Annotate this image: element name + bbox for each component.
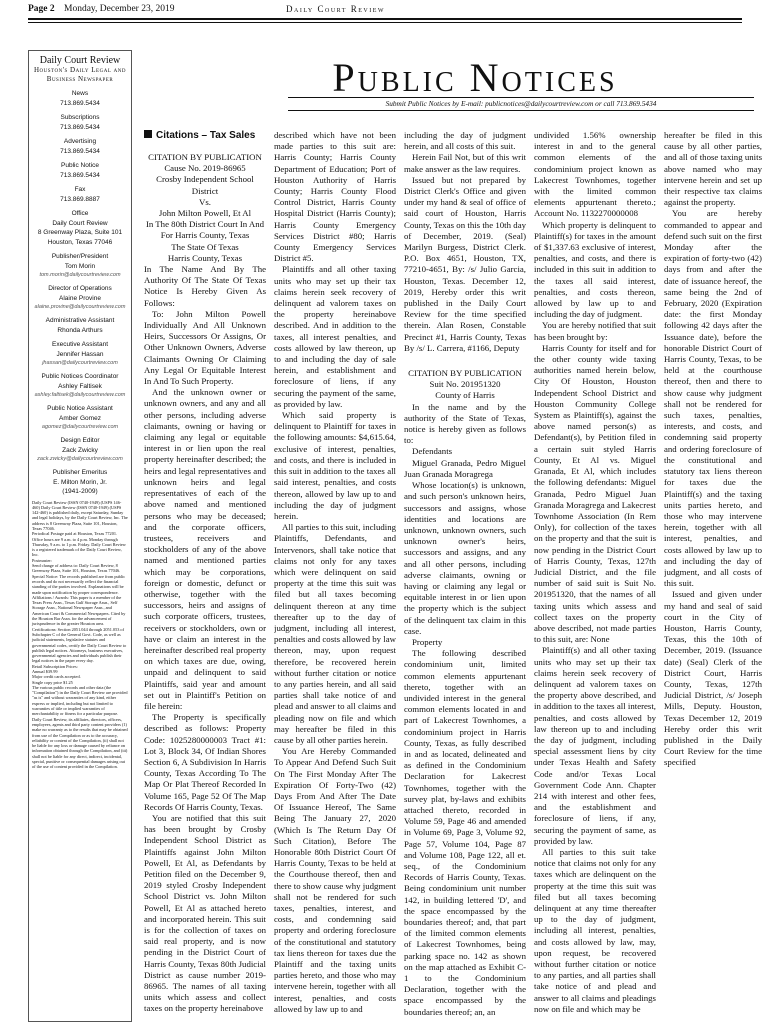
staff-name: E. Milton Morin, Jr. (53, 478, 107, 486)
notice-paragraph: You are hereby notified that suit has been brought by: (534, 320, 656, 342)
contact-block (29, 113, 131, 132)
fine-print: Daily Court Review (ISSN 0740-1949) (USPS 146-460) Daily Court Review (ISSN 0740-1949) (USPS 142-460) is published daily, except Saturday, Sunday and legal holidays, by the Daily Court Review, Inc. The address is 8 Greenway Plaza, Suite 101, Houston, Texas 77046. Periodical Postage paid at Houston, Texas 77201. Office hours are 9 a.m. to 4 p.m. Monday through Thursday, 9 a.m. to 1 p.m. Friday. Daily Court Review is a registered trademark of the Daily Court Review, Inc. Postmaster: Send change of address to: Daily Court Review, 8 Greenway Plaza, Suite 101, Houston, Texas 77046. Special Notice: The records published are from public records and do not necessarily reflect the financial standing of the parties involved. Explanations will be made upon notification by proper correspondence. Affiliations / Awards: This paper is a member of the Texas Press Assn., Texas Gulf Storage Assn., Self Storage Assn., National Newspaper Assn., and American Court & Commercial Newspapers. Cited by the Houston Bar Assn. for the advancement of jurisprudence in the greater Houston area. Certifications: Section 2051.044 through 2051.053 of Subchapter C of the General Govt. Code, as well as judicial statements, legislative statutes and governmental codes, certify the Daily Court Review to publish legal notices. Attorneys, business executives, governmental agencies and individuals publish their legal notices in the paper every day. Retail Subscription Prices: Annual $39.99 Major credit cards accepted. Single copy price $1.25 The various public records and other data (the "Compilation") in the Daily Court Review are provided "as is" and without warranties of any kind, either express or implied, including but not limited to warranties of title or implied warranties of merchantability or fitness for a particular purpose. Daily Court Review, its affiliates, directors, officers, employees, agents and third party content providers (1) make no warranty as to the results that may be obtained from use of the Compilation or as to the accuracy, reliability or content of the Compilation, (ii) shall not be liable for any loss or damage caused by reliance on information obtained through the Compilation, and (iii) shall not be liable for any direct, indirect, incidental, special, punitive or consequential damages arising out of the use of content provided in the Compilation. (32, 499, 128, 770)
column-2 (274, 130, 396, 1022)
issue-date: Monday, December 23, 2019 (64, 4, 175, 14)
header-rule (28, 18, 742, 20)
staff-extra: zack.zwicky@dailycourtreview.com (37, 456, 123, 462)
notice-heading-line: Harris County, Texas (167, 252, 243, 263)
notice-paragraph: Property (412, 636, 443, 647)
notice-heading-line: Crosby Independent School District (156, 174, 254, 196)
contact-value: Houston, Texas 77046 (47, 238, 113, 246)
notice-paragraph: Herein Fail Not, but of this writ make answer as the law requires. (404, 152, 526, 174)
notice-heading-line: CITATION BY PUBLICATION (408, 368, 522, 379)
staff-role: Administrative Assistant (45, 317, 115, 324)
contact-value: 713.869.5434 (60, 147, 100, 155)
staff-role: Executive Assistant (52, 341, 108, 348)
notice-paragraph: You are hereby commanded to appear and defend such suit on the first Monday after the expiration of forty-two (42) days from and after the date of issuance hereof, the same being the 2nd of February, 2020 (Expiration date: the first Monday following 42 days after the Issuance date), before the honorable District Court of Harris County, Texas, to be held at the courthouse thereof, then and there to show cause why judgment shall not be rendered for such taxes, penalties, interests, and costs, and condemning said property and ordering foreclosure of the constitutional and statutory tax liens thereon for taxes due the Plaintiff(s) and the taxing units parties hereto, and those who may intervene herein, together with all interest, penalties, and costs allowed by law up to and including the day of judgment, and all costs of this suit. (664, 208, 762, 589)
staff-block (29, 404, 131, 431)
notice-heading-line: Vs. (199, 196, 211, 207)
contact-value: 713.869.5434 (60, 171, 100, 179)
sidebar (28, 50, 132, 1022)
contact-block (29, 137, 131, 156)
staff-block (29, 436, 131, 463)
contact-label: Office (71, 210, 89, 217)
staff-name: Zack Zwicky (62, 446, 98, 454)
notice-paragraph: To: John Milton Powell Individually And All Unknown Heirs, Successors Or Assigns, Or Other Unknown Owners, Adverse Claimants Owning Or Claiming Any Legal Or Equitable Interest In And To Such Property. (144, 308, 266, 387)
staff-name: Ashley Faltisek (58, 382, 102, 390)
section-bullet-icon (144, 130, 152, 138)
staff-role: Publisher/President (51, 253, 109, 260)
notice-paragraph: You are notified that this suit has been brought by Crosby Independent School District as Plaintiffs against John Milton Powell, Et Al, as Defendants by Petition filed on the December 9, 2019 styled Crosby Independent School District vs. John Milton Powell, Et Al as attached hereto and incorporated herein. This suit is for the collection of taxes on said real property, and is now pending in the District Court of Harris County, Texas 80th Judicial District as cause number 2019-86965. The names of all taxing units which assess and collect taxes on the property hereinabove (144, 812, 266, 1014)
column-3 (404, 130, 526, 1022)
notice-paragraph: including the day of judgment herein, and all costs of this suit. (404, 130, 526, 152)
staff-role: Design Editor (60, 437, 100, 444)
notice-paragraph: The following described condominium unit, limited common elements appurtenant thereto, together with an undivided interest in the general common elements located in and part of Lakecrest Townhomes, a condominium project in Harris County, Texas, as fully described in and as located, delineated and as defined in the Condominium Declaration for Lakecrest Townhomes, together with the survey plat, by-laws and exhibits attached thereto, recorded in Volume 59, Page 46 and amended in Volume 69, Page 3, Volume 92, Page 57, Volume 104, Page 87 and Volume 108, Page 122, all et. seq., of the Condominium Records of Harris County, Texas. Being condominium unit number 142, in building lettered 'D', and the space encompassed by the boundaries thereof; and, that part of the limited common elements of Lakecrest Townhomes, being parking space no. 142 as shown on the map attached as Exhibit C-1 to the Condominium Declaration, together with the space encompassed by the boundaries thereof; an, an (404, 648, 526, 1017)
masthead-title: Public Notices (332, 55, 618, 100)
section-heading: Citations – Tax Sales (144, 130, 266, 142)
notice-paragraph: Plaintiff(s) and all other taxing units who may set up their tax claims herein seek recovery of delinquent ad valorem taxes on the property above described, and in addition to the taxes all interest, penalties, and costs allowed by law thereon up to and including the day of judgment, including special assessment liens by city under Texas Health and Safety Code and/or Texas Local Government Code Ann. Chapter 214 with interest and other fees, and the establishment and foreclosure of liens, if any, securing the payment of same, as provided by law. (534, 645, 656, 846)
staff-extra: tom.morin@dailycourtreview.com (39, 272, 121, 278)
contact-value: 713.869.5434 (60, 99, 100, 107)
staff-block (29, 316, 131, 335)
notice-paragraph: All parties to this suit, including Plaintiffs, Defendants, and Intervenors, shall take notice that claims not only for any taxes which were delinquent on said property at the time this suit was filed but all taxes becoming delinquent thereon at any time thereafter up to the day of judgment, including all interest, penalties and costs allowed by law thereon, may, upon request therefore, be recovered herein without further citation or notice to any parties herein, and all said parties shall take notice of and plead and answer to all claims and pleading now on file and which may hereafter be filed in this cause by all other parties herein. (274, 522, 396, 745)
notice-paragraph: In the name and by the authority of the State of Texas, notice is hereby given as follows to: (404, 401, 526, 446)
contact-label: Public Notice (61, 162, 99, 169)
notice-paragraph: The Property is specifically described as follows: Property Code: 1025280000003 Tract #1: Lot 3, Block 34, Of Indian Shores Section 6, A Subdivision In Harris County, Texas According To The Map Or Plat Thereof Recorded In Volume 165, Page 52 Of The Map Records Of Harris County, Texas. (144, 712, 266, 812)
contact-label: Fax (74, 186, 86, 193)
staff-block (29, 372, 131, 399)
notice-paragraph: Miguel Granada, Pedro Miguel Juan Granada Moragrega (404, 457, 526, 479)
staff-name: Amber Gomez (59, 414, 101, 422)
staff-block (29, 284, 131, 311)
column-1 (144, 130, 266, 1022)
staff-role: Director of Operations (48, 285, 112, 292)
submission-info: Submit Public Notices by E-mail: publicnotices@dailycourtreview.com or call 713.869.5434 (288, 97, 754, 111)
sidebar-subtitle: Houston's Daily Legal and Business Newspaper (34, 66, 126, 83)
contact-block (29, 161, 131, 180)
staff-name: Alaine Provine (59, 294, 101, 302)
page-number: Page 2 (28, 4, 55, 14)
contact-block (29, 209, 131, 247)
contact-label: Advertising (63, 138, 97, 145)
notice-heading-line: CITATION BY PUBLICATION (148, 152, 262, 162)
notice-heading-line: John Milton Powell, Et Al (158, 208, 252, 219)
staff-block (29, 252, 131, 279)
notice-paragraph: And the unknown owner or unknown owners, and any and all other persons, including adverse claimants, owning or having or claiming any legal or equitable interest in or lien upon the real property hereinafter described; the heirs and legal representatives and unknown heirs and legal representatives of each of the above named and mentioned persons who may be deceased; and the corporate officers, trustees, receivers and stockholders of any of the above named and mentioned parties which may be corporations, foreign or domestic, defunct or otherwise, together with the successors, heirs and assigns of such corporate officers, trustees, receivers or stockholders, own or have or claim an interest in the hereinafter described real property on which taxes are due, owing, unpaid and delinquent to said Plaintiffs, said year and amount set out in Plaintiff's Petition on file herein: (144, 387, 266, 711)
contact-value: 713.869.8887 (60, 195, 100, 203)
contact-label: News (71, 90, 89, 97)
header-rule-thin (28, 22, 742, 23)
staff-block (29, 340, 131, 367)
notice-paragraph: Which said property is delinquent to Plaintiff for taxes in the following amounts: $4,615.64, exclusive of interest, penalties, and costs, and there is included in this suit in addition to the taxes all said interest, penalties, and costs thereon, allowed by law up to and including the day of judgment herein. (274, 410, 396, 521)
staff-name: Tom Morin (64, 262, 96, 270)
notice-paragraph: described which have not been made parties to this suit are: Harris County; Harris County Department of Education; Port of Houston Authority of Harris County; Harris County Flood Control District, Harris County Hospital District (Harris County); Harris County Emergency Services District #80; Harris County Emergency Services District #5. (274, 130, 396, 264)
paper-name: Daily Court Review (286, 4, 386, 14)
page-header (28, 0, 742, 18)
notice-paragraph: Defendants (412, 446, 453, 457)
staff-role: Public Notices Coordinator (41, 373, 119, 380)
notice-heading-line: County of Harris (435, 390, 495, 401)
staff-role: Public Notice Assistant (47, 405, 113, 412)
notice-paragraph: In The Name And By The Authority Of The State Of Texas Notice Is Hereby Given As Follows: (144, 264, 266, 308)
column-4 (534, 130, 656, 1022)
contact-list (29, 89, 131, 247)
notice-paragraph: undivided 1.56% ownership interest in and to the general common elements of the condominium project known as Lakecrest Townhomes, together with the limited common elements appurtenant thereto.; Account No. 1132270000008 (534, 130, 656, 219)
staff-list (29, 252, 131, 497)
contact-block (29, 89, 131, 108)
notice-paragraph: Which property is delinquent to Plaintiff(s) for taxes in the amount of $1,337.63 exclusive of interest, penalties, and costs, and there is included in this suit in addition to the taxes all said interest, penalties, and costs thereon, allowed by law up to and including the day of judgment. (534, 219, 656, 320)
staff-extra: ashley.faltisek@dailycourtreview.com (34, 392, 126, 398)
contact-value: 713.869.5434 (60, 123, 100, 131)
column-5 (664, 130, 762, 1022)
notice-paragraph: Whose location(s) is unknown, and such person's unknown heirs, successors and assigns, whose identities and locations are unknown, unknown owners, such unknown owner's heirs, successors and assigns, and any and all other persons, including adverse claimants, owning or having or claiming any legal or equitable interest in or lien upon the property which is the subject of the delinquent tax claim in this case. (404, 480, 526, 636)
staff-extra: alaine.provine@dailycourtreview.com (34, 304, 126, 310)
notice-heading-line: The State Of Texas (171, 241, 239, 252)
staff-name: Jennifer Hassan (56, 350, 104, 358)
contact-block (29, 185, 131, 204)
staff-extra: (1941-2009) (62, 488, 98, 495)
notice-paragraph: hereafter be filed in this cause by all other parties, and all of those taxing units above named who may intervene herein and set up their respective tax claims against the property. (664, 130, 762, 208)
notice-paragraph: Harris County for itself and for the other county wide taxing authorities named herein below, City Of Houston, Houston Independent School District and Houston Community College System as Plaintiff(s), against the above named person(s) as Defendant(s), by Petition filed in a certain suit styled Harris County, Et Al vs. Miguel Granada, Et Al, which includes the following defendants: Miguel Granada, Pedro Miguel Juan Granada Moragrega and Lakecrest Townhome Association (In Rem Only), for collection of the taxes on the property and that the suit is now pending in the District Court of Harris County, Texas, 127th Judicial District, and the file number of said suit is Suit No. 201951320, that the names of all taxing units which assess and collect taxes on the property above described, not made parties to this suit, are: None (534, 342, 656, 645)
notice-paragraph: Plaintiffs and all other taxing units who may set up their tax claims herein seek recovery of delinquent ad valorem taxes on the property hereinabove described. And in addition to the taxes, all interest penalties, and costs allowed by law thereon, up to and including the day of sale herein, and establishment and foreclosure of liens, if any securing the payment of the same, as provided by law. (274, 264, 396, 409)
staff-extra: jhassan@dailycourtreview.com (42, 360, 118, 366)
sidebar-title: Daily Court Review (39, 55, 121, 66)
notice-separator (404, 354, 526, 368)
notice-paragraph: All parties to this suit take notice that claims not only for any taxes which are delinquent on the property at the time this suit was filed but all taxes becoming delinquent at any time thereafter up to the day of judgment, including all interest, penalties, and costs allowed by law, may, upon request, be recovered without further citation or notice to any parties, and all parties shall take notice of and plead and answer to all claims and pleadings now on file and which may be (534, 847, 656, 1014)
notice-heading-line: Suit No. 201951320 (429, 379, 501, 390)
notice-paragraph: You Are Hereby Commanded To Appear And Defend Such Suit On The First Monday After The Expiration Of Forty-Two (42) Days From And After The Date Of Issuance Hereof, The Same Being The January 27, 2020 (Which Is The Return Day Of Such Citation), Before The Honorable 80th District Court Of Harris County, Texas to be held at the Courthouse thereof, then and there to show cause why judgment shall not be rendered for such taxes, penalties, interest, and costs, and condemning said property and ordering foreclosure of the constitutional and statutory tax liens thereon for taxes due the Plaintiff and the taxing units parties hereto, and those who may intervene herein, together with all interest, penalties, and costs allowed by law up to and (274, 746, 396, 1014)
staff-block (29, 468, 131, 497)
notice-heading-line: In The 80th District Court In And For Harris County, Texas (145, 219, 265, 241)
notice-paragraph: Issued but not prepared by District Clerk's Office and given under my hand & seal of office of said court of Houston, Harris County, Texas on this the 10th day of December, 2019. (Seal) Marilyn Burgess, District Clerk. P.O. Box 4651, Houston, TX, 77210-4651, By: /s/ Julio Garcia, Houston, Texas. December 12, 2019, Hereby order this writ published in the Daily Court Review for the time specified therein. Alan Rosen, Constable Precinct #1, Harris County, Texas By /s/ L. Carrera, #1166, Deputy (404, 174, 526, 353)
notice-heading-line: Cause No. 2019-86965 (164, 163, 246, 174)
staff-extra: agomez@dailycourtreview.com (41, 424, 119, 430)
contact-value: 8 Greenway Plaza, Suite 101 (37, 229, 123, 236)
contact-value: Daily Court Review (52, 219, 108, 227)
contact-label: Subscriptions (60, 114, 100, 121)
staff-name: Rhonda Arthurs (57, 326, 103, 334)
staff-role: Publisher Emeritus (52, 469, 108, 476)
notice-paragraph: Issued and given under my hand and seal of said court in the City of Houston, Harris County, Texas, this the 10th of December, 2019. (Issuance date) (Seal) Clerk of the District Court, Harris County, Texas, 127th Judicial District, /s/ Joseph Mills, Deputy. Houston, Texas December 12, 2019 Hereby order this writ published in the Daily Court Review for the time specified (664, 589, 762, 768)
